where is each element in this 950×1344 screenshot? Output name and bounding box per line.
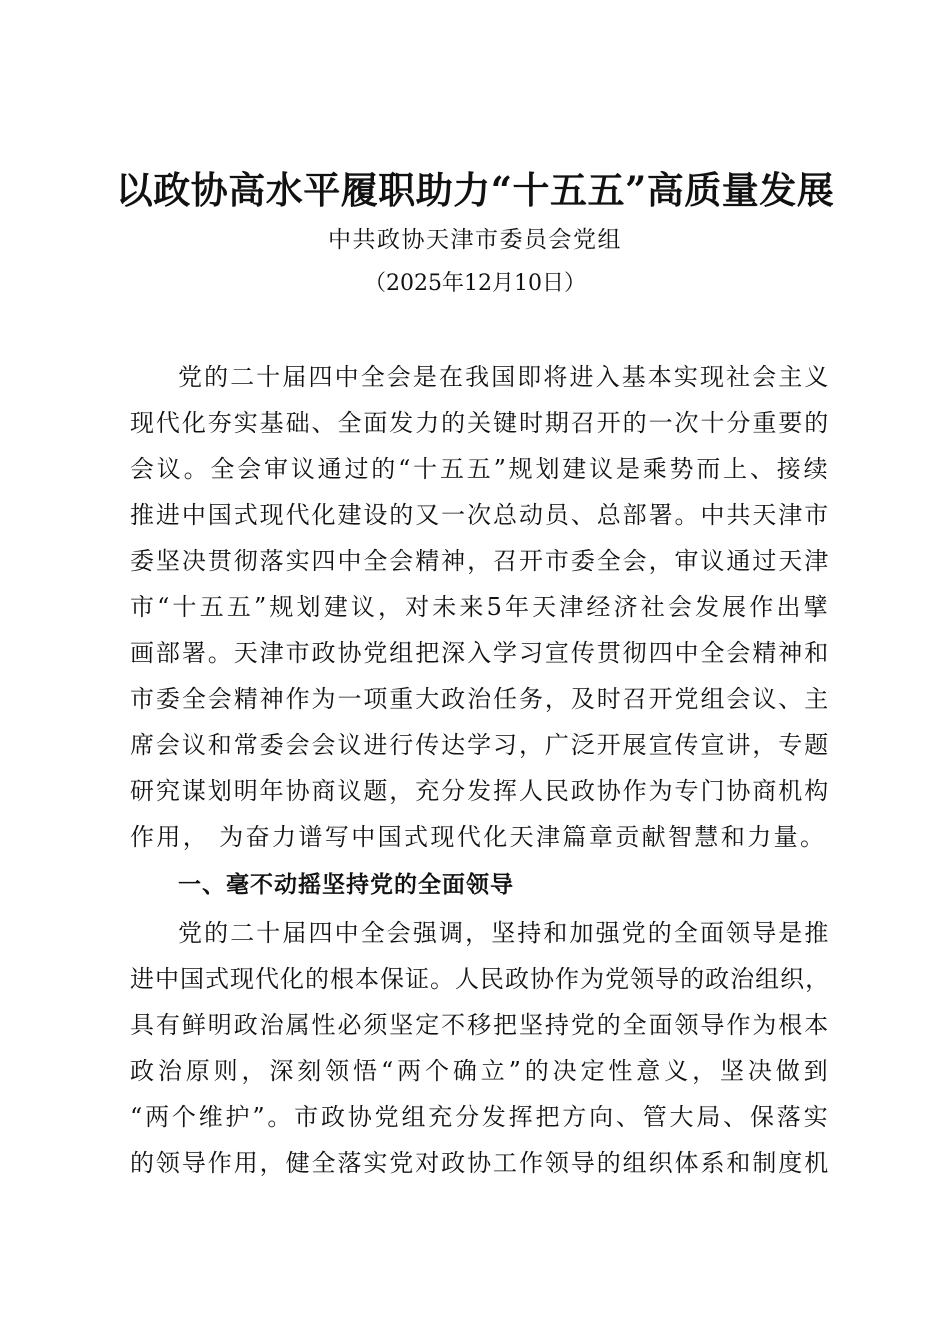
document-author: 中共政协天津市委员会党组 xyxy=(328,227,622,253)
document-title: 以政协高水平履职助力“十五五”高质量发展 xyxy=(115,168,835,212)
paragraph-line: 具有鲜明政治属性必须坚定不移把坚持党的全面领导作为根本 xyxy=(130,1011,830,1039)
paragraph-line: 委坚决贯彻落实四中全会精神，召开市委全会，审议通过天津 xyxy=(130,547,830,575)
paragraph-line: 作用， 为奋力谱写中国式现代化天津篇章贡献智慧和力量。 xyxy=(130,823,827,851)
section-heading: 一、毫不动摇坚持党的全面领导 xyxy=(178,872,514,898)
paragraph-line: 进中国式现代化的根本保证。人民政协作为党领导的政治组织， xyxy=(130,965,830,993)
paragraph-line: “两个维护”。市政协党组充分发挥把方向、管大局、保落实 xyxy=(130,1103,830,1131)
paragraph-line: 的领导作用，健全落实党对政协工作领导的组织体系和制度机 xyxy=(130,1149,830,1177)
paragraph-line: 研究谋划明年协商议题，充分发挥人民政协作为专门协商机构 xyxy=(130,777,830,805)
paragraph-line: 推进中国式现代化建设的又一次总动员、总部署。中共天津市 xyxy=(130,501,830,529)
paragraph-intro xyxy=(130,354,830,860)
document-date: （2025年12月10日） xyxy=(364,271,586,296)
paragraph-line: 会议。全会审议通过的“十五五”规划建议是乘势而上、接续 xyxy=(130,455,830,483)
paragraph-line: 政治原则，深刻领悟“两个确立”的决定性意义，坚决做到 xyxy=(130,1057,830,1085)
paragraph-line: 画部署。天津市政协党组把深入学习宣传贯彻四中全会精神和 xyxy=(130,639,830,667)
paragraph-line: 市委全会精神作为一项重大政治任务，及时召开党组会议、主 xyxy=(130,685,830,713)
paragraph-section1 xyxy=(130,910,830,1186)
paragraph-line: 席会议和常委会会议进行传达学习，广泛开展宣传宣讲，专题 xyxy=(130,731,830,759)
paragraph-line: 党的二十届四中全会是在我国即将进入基本实现社会主义 xyxy=(178,363,831,391)
paragraph-line: 党的二十届四中全会强调，坚持和加强党的全面领导是推 xyxy=(178,919,831,947)
paragraph-line: 市“十五五”规划建议，对未来5年天津经济社会发展作出擘 xyxy=(130,593,830,621)
paragraph-line: 现代化夯实基础、全面发力的关键时期召开的一次十分重要的 xyxy=(130,409,830,437)
